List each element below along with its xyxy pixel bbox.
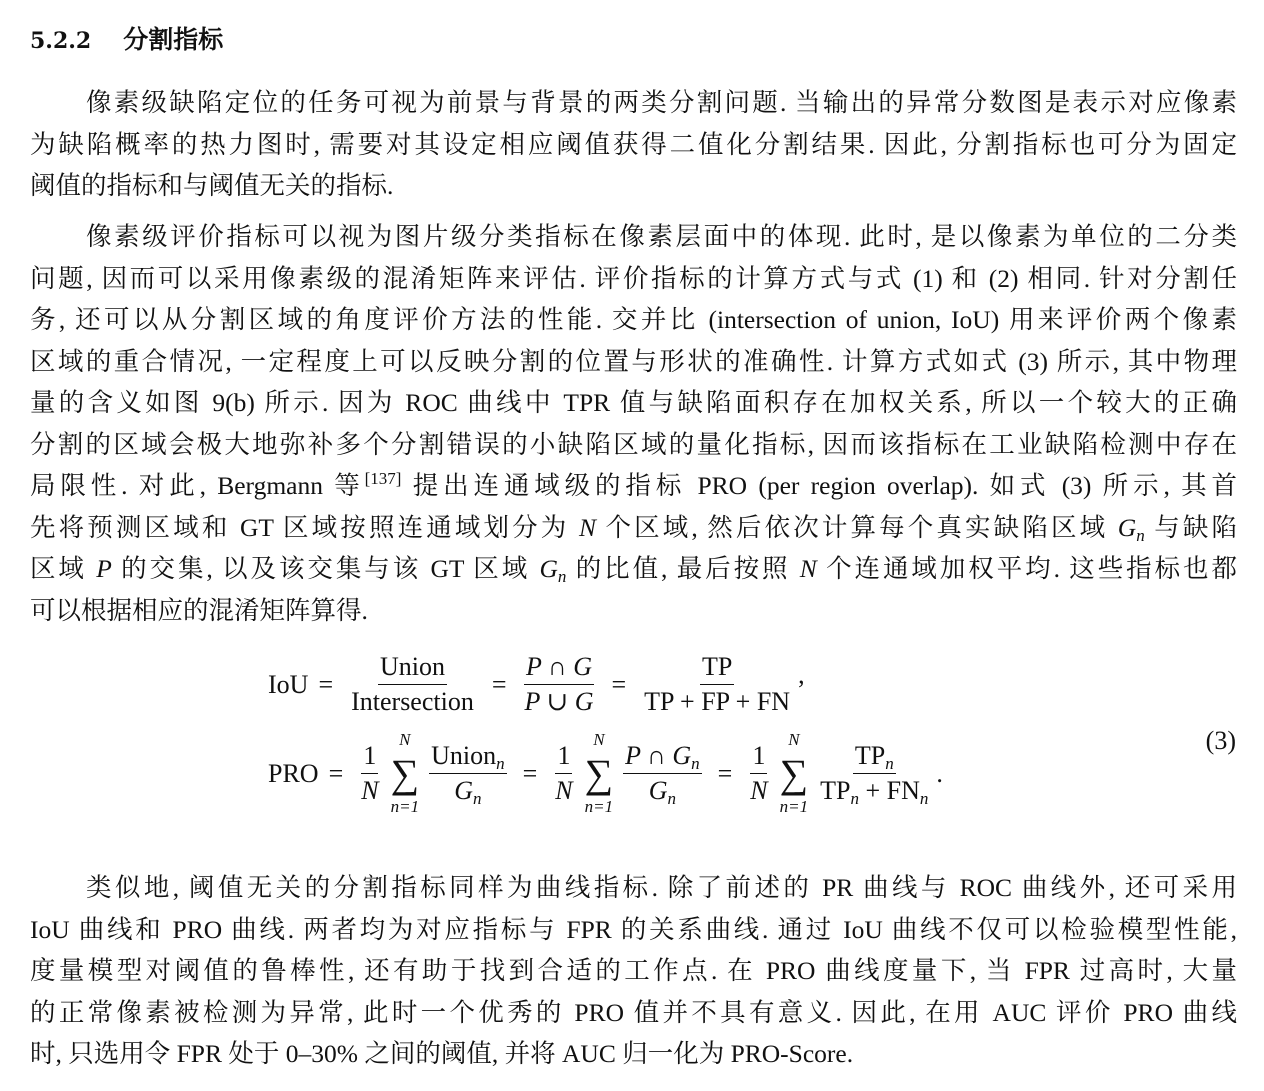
subscript: n [885,754,894,773]
fraction [553,739,574,808]
paragraph-3 [30,867,1237,1075]
text-line: 区域 P 的交集, 以及该交集与该 GT 区域 $G_n$ 的比值, 最后按照 N 个连通域加权平均. 这些指标也都 [30,554,1237,586]
fraction [623,739,701,808]
text: G [454,776,473,805]
sum-upper: N [399,730,411,749]
fraction [818,739,930,808]
text-line: IoU 曲线和 PRO 曲线. 两者均为对应指标与 FPR 的关系曲线. 通过 IoU 曲线不仅可以检验模型性能, [30,914,1237,944]
text-line: 先将预测区域和 GT 区域按照连通域划分为 N 个区域, 然后依次计算每个真实缺陷区域 $G_n$ 与缺陷 [30,512,1237,545]
paragraph-2 [30,216,1237,631]
numerator [853,739,896,774]
equation-pro [268,730,943,817]
denominator [452,774,483,808]
numerator [623,739,701,774]
summation [391,730,420,817]
denominator: P ∪ G [524,687,594,716]
math-symbol: G [539,554,558,583]
text: TP [820,776,851,805]
text-line: 时, 只选用令 FPR 处于 0–30% 之间的阈值, 并将 AUC 归一化为 PRO-Score. [30,1039,854,1068]
numerator: 1 [361,739,378,774]
text-line: 为缺陷概率的热力图时, 需要对其设定相应阈值获得二值化分割结果. 因此, 分割指标也可分为固定 [30,129,1237,159]
math-symbol: N [799,554,817,583]
denominator: N [555,776,573,805]
fraction [748,739,769,808]
subscript: n [850,789,859,808]
sum-upper: N [788,730,800,749]
eq-op: = [318,669,334,699]
math-symbol: G [1117,512,1137,542]
text-line: 的正常像素被检测为异常, 此时一个优秀的 PRO 值并不具有意义. 因此, 在用 AUC 评价 PRO 曲线 [30,997,1237,1027]
text: TP [854,741,886,770]
text-line: 像素级缺陷定位的任务可视为前景与背景的两类分割问题. 当输出的异常分数图是表示对应像素 [86,88,1237,117]
eq-lhs: PRO [268,758,319,788]
numerator [429,739,507,774]
text: + FN [858,776,920,805]
text-line: 区域的重合情况, 一定程度上可以反映分割的位置与形状的准确性. 计算方式如式 (3) 所示, 其中物理 [30,346,1237,376]
subscript: n [667,789,677,808]
eq-lhs: IoU [268,669,309,699]
eq-op: = [522,758,538,788]
numerator: P ∩ G [524,650,594,685]
sigma: ∑ [779,751,809,796]
denominator [818,774,930,808]
denominator: N [750,776,768,805]
numerator: 1 [555,739,572,774]
summation [780,730,809,817]
sum-lower: n=1 [390,797,420,816]
text-line: 度量模型对阈值的鲁棒性, 还有助于找到合适的工作点. 在 PRO 曲线度量下, 当 FPR 过高时, 大量 [30,956,1237,985]
numerator: TP [700,650,734,685]
subscript: n [919,789,929,808]
denominator: N [361,776,379,805]
denominator [647,774,678,808]
text: P ∩ G [625,741,692,770]
subscript: n [691,754,700,773]
text-line: 像素级评价指标可以视为图片级分类指标在像素层面中的体现. 此时, 是以像素为单位的二分类 [86,222,1237,251]
fraction [523,650,596,719]
text-line: 类似地, 阈值无关的分割指标同样为曲线指标. 除了前述的 PR 曲线与 ROC 曲线外, 还可采用 [86,873,1237,902]
citation[interactable]: [137] [364,469,402,488]
eq-op: = [717,758,733,788]
section-number: 5.2.2 [30,28,92,54]
text-line: 分割的区域会极大地弥补多个分割错误的小缺陷区域的量化指标, 因而该指标在工业缺陷检测中存在 [30,429,1237,459]
math-subscript: n [557,567,567,586]
numerator: 1 [750,739,767,774]
denominator: TP + FP + FN [644,687,791,716]
text-line: 务, 还可以从分割区域的角度评价方法的性能. 交并比 (intersection of union, IoU) 用来评价两个像素 [30,305,1237,334]
math-symbol: N [578,512,596,542]
paragraph-1 [30,82,1237,207]
section-heading [30,20,223,56]
fraction [642,650,792,719]
numerator: Union [378,650,447,685]
equation-number: (3) [1205,726,1236,755]
text-line: 问题, 因而可以采用像素级的混淆矩阵来评估. 评价指标的计算方式与式 (1) 和 (2) 相同. 针对分割任 [30,263,1237,293]
sigma: ∑ [584,751,614,796]
text: G [648,776,668,805]
sum-lower: n=1 [779,797,809,816]
subscript: n [473,789,482,808]
summation [585,730,614,817]
section-title: 分割指标 [123,27,224,54]
subscript: n [496,754,505,773]
equation-iou [268,650,805,719]
text-line: 量的含义如图 9(b) 所示. 因为 ROC 曲线中 TPR 值与缺陷面积存在加权关系, 所以一个较大的正确 [30,388,1237,417]
text-line: 可以根据相应的混淆矩阵算得. [30,595,368,625]
denominator: Intersection [351,687,474,716]
eq-op: = [328,758,344,788]
text-line: 阈值的指标和与阈值无关的指标. [30,171,394,200]
sum-lower: n=1 [584,797,614,816]
fraction [359,739,380,808]
math-symbol: P [96,554,112,583]
sigma: ∑ [390,751,420,796]
comma: , [798,659,805,689]
text: Union [431,741,497,770]
math-subscript: n [1136,525,1145,545]
eq-op: = [611,669,627,699]
period: . [936,758,943,788]
fraction [349,650,476,719]
text-line: 局限性. 对此, Bergmann 等[137] 提出连通域级的指标 PRO (per region overlap). 如式 (3) 所示, 其首 [30,469,1237,500]
eq-op: = [491,669,507,699]
fraction [429,739,507,808]
sum-upper: N [593,730,605,749]
